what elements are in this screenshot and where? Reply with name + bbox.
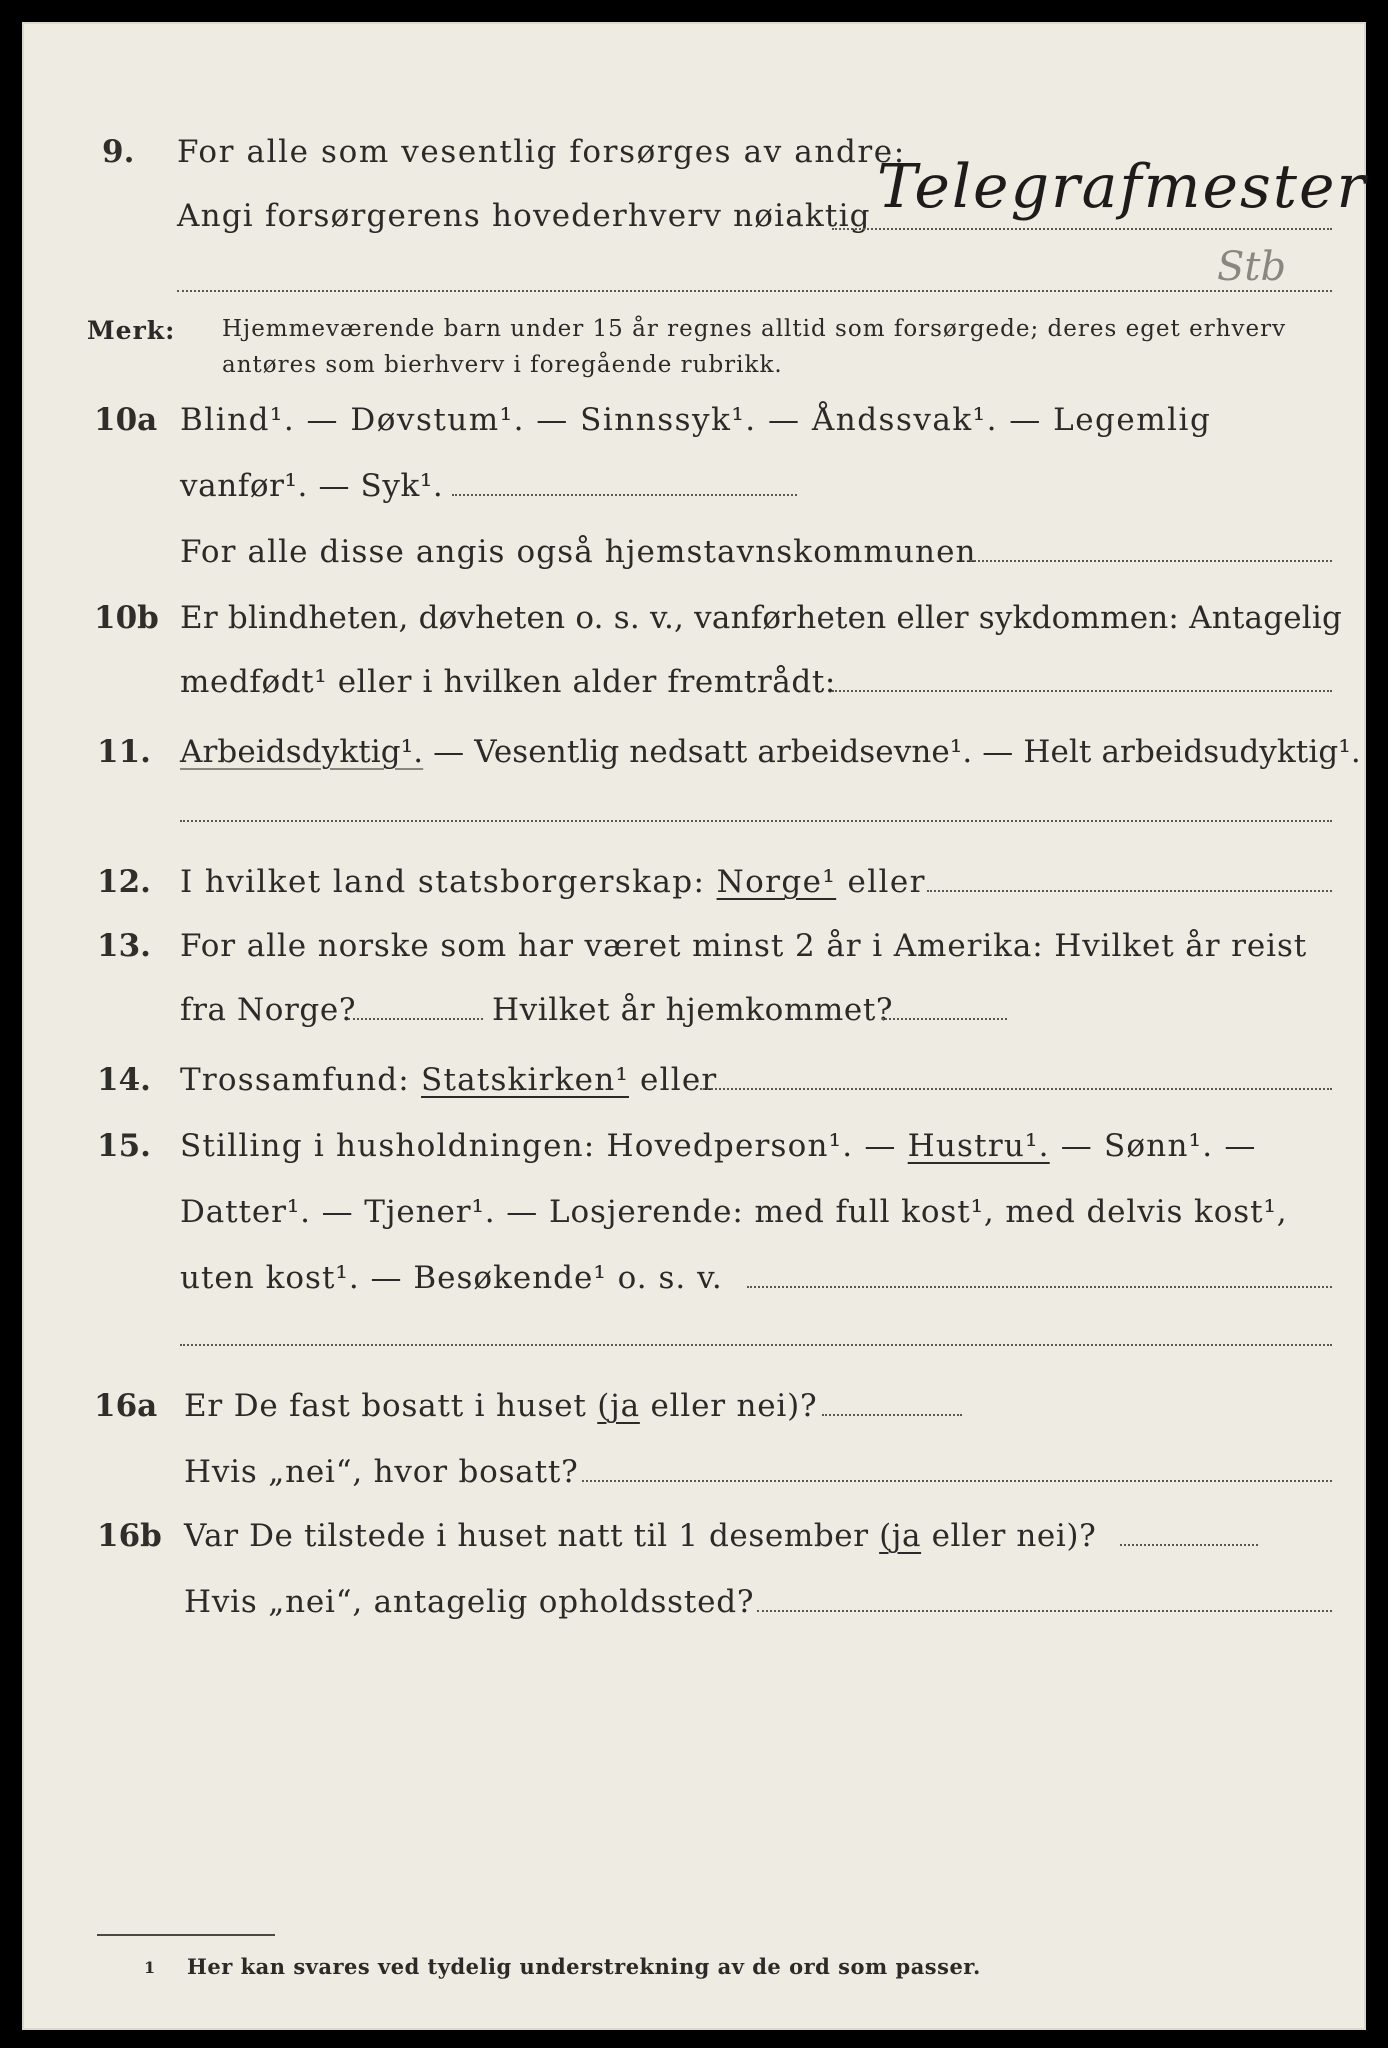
q9-line1: For alle som vesentlig forsørges av andre: (177, 134, 906, 170)
q13-line2b: Hvilket år hjemkommet? (492, 992, 894, 1028)
q10a-answer-line (452, 494, 797, 496)
q16b-line2: Hvis „nei“, antagelig opholdssted? (184, 1584, 755, 1620)
q10b-number: 10b (94, 600, 159, 636)
q16b-pre: Var De tilstede i huset natt til 1 desember (184, 1518, 880, 1554)
q13-reist-line (348, 1018, 483, 1020)
q15-line3: uten kost¹. — Besøkende¹ o. s. v. (180, 1260, 723, 1296)
q12-pre: I hvilket land statsborgerskap: (180, 864, 717, 900)
q9-handwritten-answer: Telegrafmester (877, 152, 1368, 222)
q15-blank-line (180, 1344, 1332, 1346)
q16b-opphold-line (757, 1610, 1332, 1612)
q16a-number: 16a (94, 1388, 158, 1424)
q13-line2a: fra Norge? (180, 992, 357, 1028)
q11-blank-line (180, 820, 1332, 822)
q10a-number: 10a (94, 402, 158, 438)
q14-underlined-option: Statskirken¹ (421, 1062, 629, 1098)
merk-line2: antøres som bierhverv i foregående rubrikk. (222, 352, 783, 378)
q14-post: eller (629, 1062, 718, 1098)
q16b-post: eller nei)? (921, 1518, 1097, 1554)
q12-line (180, 864, 926, 900)
q16a-bosatt-line (582, 1480, 1332, 1482)
q16a-answer-line (822, 1414, 962, 1416)
merk-line1: Hjemmeværende barn under 15 år regnes alltid som forsørgede; deres eget erhverv (222, 316, 1287, 342)
q11-line (180, 734, 1361, 770)
q12-answer-line (927, 890, 1332, 892)
q11-number: 11. (97, 734, 151, 770)
q10a-line2: vanfør¹. — Syk¹. (180, 468, 444, 504)
q9-line2: Angi forsørgerens hovederhverv nøiaktig (177, 198, 871, 234)
q16b-underlined-option: (ja (879, 1518, 922, 1554)
q10a-line3: For alle disse angis også hjemstavnskommunen (180, 534, 977, 570)
q11-rest: — Vesentlig nedsatt arbeidsevne¹. — Helt arbeidsudyktig¹. (423, 734, 1361, 770)
q16a-post: eller nei)? (639, 1388, 818, 1424)
q9-answer-line (832, 228, 1332, 230)
q10b-answer-line (832, 690, 1332, 692)
q16b-number: 16b (97, 1518, 162, 1554)
q14-number: 14. (97, 1062, 151, 1098)
census-form-page (22, 22, 1366, 2030)
q13-number: 13. (97, 928, 151, 964)
q12-number: 12. (97, 864, 151, 900)
footnote-rule (97, 1934, 275, 1936)
q13-hjemkommet-line (882, 1018, 1007, 1020)
q15-underlined-option: Hustru¹. (907, 1128, 1050, 1164)
q16a-line1 (184, 1388, 817, 1424)
q10a-line1: Blind¹. — Døvstum¹. — Sinnssyk¹. — Åndssvak¹. — Legemlig (180, 402, 1212, 438)
q10b-line2: medfødt¹ eller i hvilken alder fremtrådt: (180, 664, 836, 700)
q15-answer-line (747, 1286, 1332, 1288)
q15-line1 (180, 1128, 1257, 1164)
footnote-text: Her kan svares ved tydelig understrekning av de ord som passer. (187, 1954, 981, 1979)
q14-line (180, 1062, 717, 1098)
merk-label: Merk: (87, 316, 176, 345)
q10a-kommune-line (970, 560, 1332, 562)
q15-line2: Datter¹. — Tjener¹. — Losjerende: med full kost¹, med delvis kost¹, (180, 1194, 1288, 1230)
q16b-line1 (184, 1518, 1096, 1554)
q10b-line1: Er blindheten, døvheten o. s. v., vanførheten eller sykdommen: Antagelig (180, 600, 1343, 636)
q12-post: eller (836, 864, 926, 900)
q9-handwritten-note: Stb (1217, 244, 1287, 290)
q16a-line2: Hvis „nei“, hvor bosatt? (184, 1454, 579, 1490)
q15-pre: Stilling i husholdningen: Hovedperson¹. — (180, 1128, 908, 1164)
q11-underlined-option: Arbeidsdyktig¹. (180, 734, 424, 770)
footnote-mark: 1 (144, 1958, 156, 1977)
q14-answer-line (700, 1088, 1332, 1090)
q9-blank-line (177, 290, 1332, 292)
q16b-answer-line (1120, 1544, 1258, 1546)
q15-number: 15. (97, 1128, 151, 1164)
q13-line1: For alle norske som har været minst 2 år i Amerika: Hvilket år reist (180, 928, 1308, 964)
q16a-underlined-option: (ja (597, 1388, 640, 1424)
q14-pre: Trossamfund: (180, 1062, 422, 1098)
q12-underlined-option: Norge¹ (716, 864, 837, 900)
q9-number: 9. (102, 134, 135, 170)
q15-post: — Sønn¹. — (1049, 1128, 1257, 1164)
q16a-pre: Er De fast bosatt i huset (184, 1388, 598, 1424)
